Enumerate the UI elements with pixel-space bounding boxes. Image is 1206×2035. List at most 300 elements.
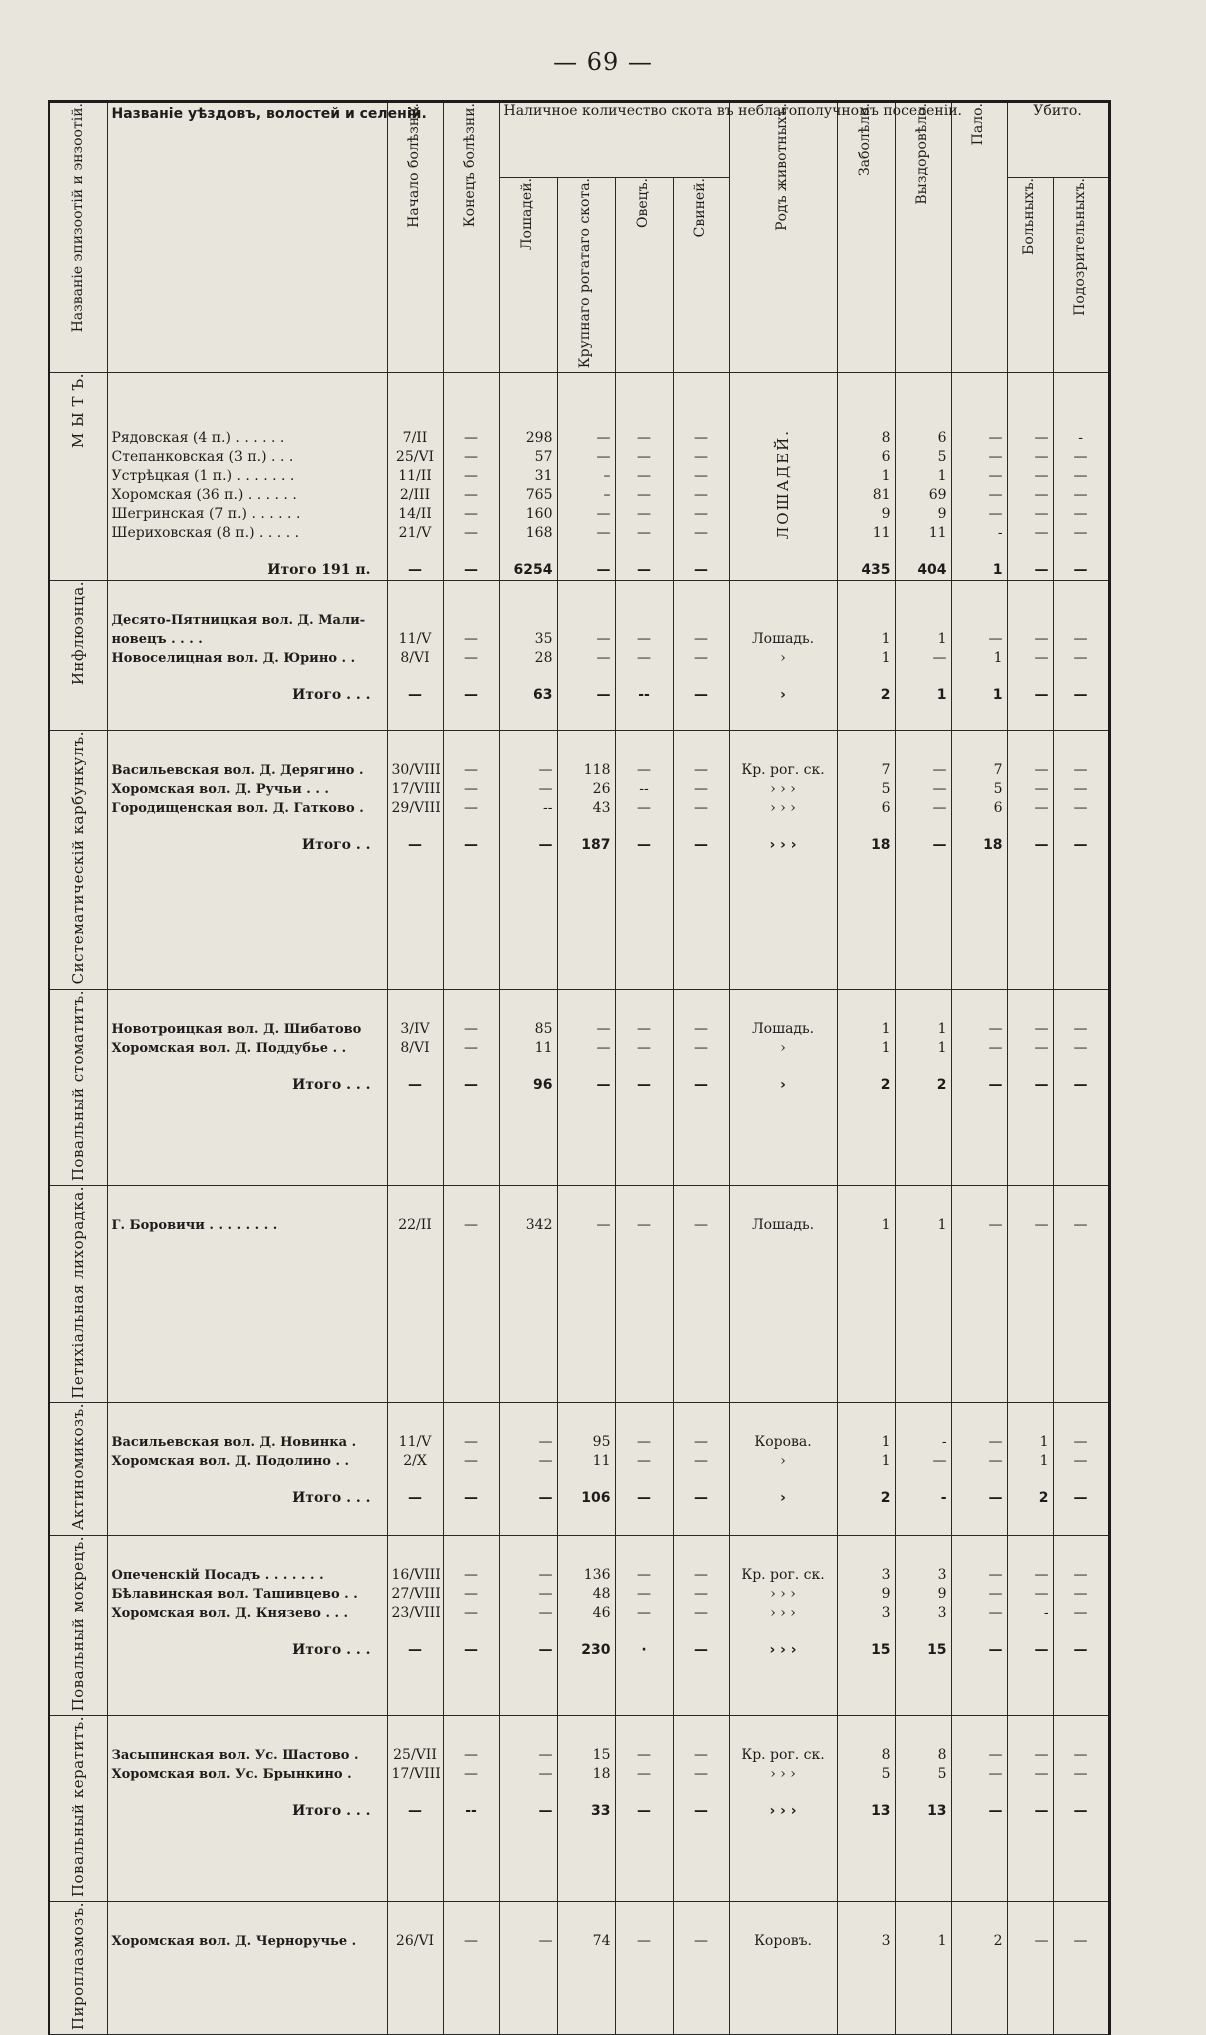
total-spacer bbox=[678, 543, 725, 561]
col-ill bbox=[837, 1902, 895, 2035]
cell-k_sick: — bbox=[1034, 430, 1049, 447]
col-sheep bbox=[615, 989, 673, 1185]
cell-sheep: — bbox=[637, 1566, 651, 1583]
cell-died: — bbox=[988, 468, 1003, 485]
cell-animal: Коровъ. bbox=[754, 1933, 812, 1950]
total-spacer bbox=[1012, 543, 1049, 561]
cell-k_sick: — bbox=[1034, 449, 1049, 466]
cell-k_sick: — bbox=[1034, 525, 1049, 542]
total-cattle: 33 bbox=[591, 1803, 611, 1820]
cell-recovered: 8 bbox=[937, 1747, 947, 1764]
col-k_susp bbox=[1053, 989, 1109, 1185]
cell-start: 8/VI bbox=[400, 1039, 430, 1056]
cell-start: 2/X bbox=[403, 1453, 427, 1470]
header-horses: Лошадей. bbox=[499, 178, 557, 373]
cell-pigs: — bbox=[694, 1020, 709, 1037]
cell-ill: 9 bbox=[881, 1585, 891, 1602]
total-spacer bbox=[842, 1784, 891, 1802]
cell-cattle: 136 bbox=[583, 1566, 611, 1583]
total-spacer bbox=[620, 1471, 669, 1489]
cell-horses: -- bbox=[543, 800, 553, 817]
cell-animal: Лошадь. bbox=[751, 631, 815, 648]
total-label: Итого . . . bbox=[292, 1490, 371, 1507]
col-died bbox=[951, 1185, 1007, 1403]
cell-end: — bbox=[464, 1933, 478, 1950]
place-name: Хоромская вол. Д. Черноручье . bbox=[111, 1934, 357, 1950]
cell-ill: 3 bbox=[881, 1566, 891, 1583]
cell-pigs: — bbox=[694, 1747, 709, 1764]
total-spacer bbox=[956, 1058, 1003, 1076]
place-names bbox=[107, 1403, 387, 1535]
total-recovered: 13 bbox=[927, 1803, 947, 1820]
cell-start: 11/II bbox=[398, 468, 432, 485]
total-start: — bbox=[408, 687, 422, 704]
total-spacer bbox=[842, 1471, 891, 1489]
cell-horses: 298 bbox=[525, 430, 553, 447]
col-ill bbox=[837, 731, 895, 989]
cell-cattle: — bbox=[596, 631, 611, 648]
cell-k_sick: - bbox=[1043, 1604, 1049, 1621]
total-cattle: 106 bbox=[581, 1490, 611, 1507]
col-died bbox=[951, 581, 1007, 731]
col-cattle bbox=[557, 1403, 615, 1535]
total-spacer bbox=[842, 1058, 891, 1076]
total-sheep: — bbox=[637, 837, 651, 854]
cell-k_sick: — bbox=[1034, 1933, 1049, 1950]
cell-horses: 160 bbox=[525, 506, 553, 523]
total-animal: › bbox=[780, 1490, 786, 1507]
total-sheep: — bbox=[637, 1076, 651, 1093]
place-name: Шегринская (7 п.) . . . . . . bbox=[111, 506, 301, 523]
cell-end: — bbox=[464, 781, 478, 798]
cell-end: — bbox=[464, 468, 478, 485]
cell-horses bbox=[504, 611, 553, 630]
cell-pigs: — bbox=[694, 1216, 709, 1233]
cell-start: 21/V bbox=[398, 525, 432, 542]
place-name: Хоромская (36 п.) . . . . . . bbox=[111, 487, 297, 504]
place-names bbox=[107, 731, 387, 989]
cell-animal: › › › bbox=[770, 1585, 796, 1602]
total-spacer bbox=[112, 1471, 383, 1489]
cell-end: — bbox=[464, 430, 478, 447]
epizootic-name bbox=[49, 989, 107, 1185]
cell-ill: 1 bbox=[881, 1434, 891, 1451]
total-spacer bbox=[1058, 1471, 1104, 1489]
total-spacer bbox=[448, 1784, 495, 1802]
total-ill: 13 bbox=[871, 1803, 891, 1820]
place-name: Засыпинская вол. Ус. Шастово . bbox=[111, 1748, 359, 1764]
header-killed-sick: Больныхъ. bbox=[1007, 178, 1053, 373]
total-k_susp: — bbox=[1073, 687, 1088, 704]
cell-cattle: 46 bbox=[592, 1604, 611, 1621]
cell-ill: 3 bbox=[881, 1933, 891, 1950]
header-died: Пало. bbox=[951, 102, 1007, 373]
total-start: — bbox=[408, 1641, 422, 1658]
total-spacer bbox=[448, 543, 495, 561]
col-k_sick bbox=[1007, 1535, 1053, 1715]
total-horses: — bbox=[538, 1803, 553, 1820]
cell-k_susp: — bbox=[1073, 468, 1088, 485]
cell-pigs: — bbox=[694, 650, 709, 667]
col-pigs bbox=[673, 1535, 729, 1715]
place-names bbox=[107, 1185, 387, 1403]
total-spacer bbox=[678, 1623, 725, 1641]
cell-horses: — bbox=[538, 1453, 553, 1470]
total-spacer bbox=[900, 1471, 947, 1489]
cell-end: — bbox=[464, 1020, 478, 1037]
col-sheep bbox=[615, 373, 673, 581]
total-ill: 2 bbox=[880, 1076, 891, 1093]
cell-end: — bbox=[464, 1585, 478, 1602]
total-recovered: 1 bbox=[936, 687, 947, 704]
col-k_sick bbox=[1007, 989, 1053, 1185]
epizootic-name bbox=[49, 1902, 107, 2035]
total-ill: 2 bbox=[880, 1490, 891, 1507]
cell-recovered: 9 bbox=[937, 1585, 947, 1602]
cell-start: 27/VIII bbox=[391, 1585, 441, 1602]
place-names bbox=[107, 581, 387, 731]
cell-start: 25/VI bbox=[395, 449, 435, 466]
cell-died: — bbox=[988, 506, 1003, 523]
cell-horses: 11 bbox=[534, 1039, 553, 1056]
cell-k_susp: — bbox=[1073, 650, 1088, 667]
cell-recovered: 3 bbox=[937, 1604, 947, 1621]
col-died bbox=[951, 373, 1007, 581]
total-spacer bbox=[956, 668, 1003, 686]
cell-end: — bbox=[464, 1434, 478, 1451]
cell-horses: — bbox=[538, 781, 553, 798]
col-recovered bbox=[895, 1716, 951, 1902]
total-pigs: — bbox=[694, 562, 709, 579]
col-pigs bbox=[673, 989, 729, 1185]
total-recovered: 2 bbox=[936, 1076, 947, 1093]
total-spacer bbox=[956, 818, 1003, 836]
total-ill: 2 bbox=[880, 687, 891, 704]
cell-died: 6 bbox=[993, 800, 1003, 817]
total-spacer bbox=[562, 1623, 611, 1641]
epizootic-label: Пироплазмозъ. bbox=[68, 1902, 87, 2031]
cell-k_sick: — bbox=[1034, 487, 1049, 504]
cell-cattle: — bbox=[596, 1216, 611, 1233]
total-end: -- bbox=[465, 1803, 477, 1820]
cell-sheep: -- bbox=[639, 781, 649, 798]
total-spacer bbox=[620, 668, 669, 686]
cell-start: 17/VIII bbox=[391, 781, 441, 798]
cell-died: — bbox=[988, 1434, 1003, 1451]
epizootic-table bbox=[48, 100, 1111, 2035]
col-k_susp bbox=[1053, 1535, 1109, 1715]
cell-end: — bbox=[464, 631, 478, 648]
place-name: Васильевская вол. Д. Новинка . bbox=[111, 1435, 357, 1451]
cell-end: — bbox=[464, 1216, 478, 1233]
col-animal bbox=[729, 1185, 837, 1403]
cell-k_susp: — bbox=[1073, 1933, 1088, 1950]
cell-k_sick: 1 bbox=[1039, 1453, 1049, 1470]
header-recovered: Выздоровѣло. bbox=[895, 102, 951, 373]
cell-ill: 1 bbox=[881, 468, 891, 485]
col-cattle bbox=[557, 1185, 615, 1403]
col-died bbox=[951, 1902, 1007, 2035]
total-spacer bbox=[620, 543, 669, 561]
total-k_sick: — bbox=[1034, 1076, 1049, 1093]
total-died: — bbox=[988, 1641, 1003, 1658]
cell-start: 22/II bbox=[398, 1216, 432, 1233]
total-sheep: · bbox=[641, 1641, 647, 1658]
col-k_susp bbox=[1053, 581, 1109, 731]
col-animal bbox=[729, 1535, 837, 1715]
cell-recovered: - bbox=[941, 1434, 947, 1451]
cell-k_sick: — bbox=[1034, 1216, 1049, 1233]
col-pigs bbox=[673, 581, 729, 731]
cell-ill: 5 bbox=[881, 1766, 891, 1783]
cell-cattle: — bbox=[596, 1020, 611, 1037]
cell-animal bbox=[734, 611, 833, 630]
cell-horses: — bbox=[538, 1766, 553, 1783]
col-recovered bbox=[895, 581, 951, 731]
epizootic-label: Петихіальная лихорадка. bbox=[68, 1185, 87, 1399]
cell-ill bbox=[842, 611, 891, 630]
col-ill bbox=[837, 1716, 895, 1902]
total-label: Итого . . . bbox=[292, 687, 371, 704]
total-sheep: -- bbox=[638, 687, 650, 704]
cell-ill: 1 bbox=[881, 1039, 891, 1056]
section-row bbox=[49, 373, 1109, 581]
col-horses bbox=[499, 1716, 557, 1902]
total-spacer bbox=[900, 543, 947, 561]
total-spacer bbox=[842, 668, 891, 686]
cell-horses: — bbox=[538, 1604, 553, 1621]
total-spacer bbox=[900, 1623, 947, 1641]
total-sheep: — bbox=[637, 1490, 651, 1507]
cell-sheep: — bbox=[637, 1453, 651, 1470]
total-died: — bbox=[988, 1490, 1003, 1507]
cell-died: — bbox=[988, 1453, 1003, 1470]
total-end: — bbox=[464, 837, 478, 854]
total-k_susp: — bbox=[1073, 1490, 1088, 1507]
cell-cattle: – bbox=[603, 468, 611, 485]
total-recovered: — bbox=[932, 837, 947, 854]
cell-start: 17/VIII bbox=[391, 1766, 441, 1783]
total-spacer bbox=[956, 1471, 1003, 1489]
col-k_sick bbox=[1007, 373, 1053, 581]
col-k_susp bbox=[1053, 1403, 1109, 1535]
col-horses bbox=[499, 731, 557, 989]
cell-horses: 28 bbox=[534, 650, 553, 667]
total-spacer bbox=[112, 543, 383, 561]
section-row bbox=[49, 1902, 1109, 2035]
total-end: — bbox=[464, 1490, 478, 1507]
cell-cattle: — bbox=[596, 449, 611, 466]
total-spacer bbox=[562, 1471, 611, 1489]
cell-sheep: — bbox=[637, 468, 651, 485]
cell-died: — bbox=[988, 1039, 1003, 1056]
total-animal: › bbox=[780, 1076, 786, 1093]
total-died: 1 bbox=[992, 562, 1003, 579]
cell-sheep: — bbox=[637, 1604, 651, 1621]
cell-died: — bbox=[988, 449, 1003, 466]
cell-horses: — bbox=[538, 1933, 553, 1950]
cell-k_susp: — bbox=[1073, 1434, 1088, 1451]
col-cattle bbox=[557, 373, 615, 581]
total-pigs: — bbox=[694, 1490, 709, 1507]
total-spacer bbox=[504, 818, 553, 836]
col-died bbox=[951, 1403, 1007, 1535]
col-end bbox=[443, 1535, 499, 1715]
section-row bbox=[49, 581, 1109, 731]
cell-pigs: — bbox=[694, 506, 709, 523]
col-recovered bbox=[895, 1403, 951, 1535]
cell-k_sick: — bbox=[1034, 1039, 1049, 1056]
place-name: Новотроицкая вол. Д. Шибатово bbox=[111, 1021, 362, 1037]
total-k_sick: — bbox=[1034, 837, 1049, 854]
col-sheep bbox=[615, 1716, 673, 1902]
total-spacer bbox=[562, 668, 611, 686]
place-name: Хоромская вол. Ус. Брынкино . bbox=[111, 1767, 352, 1783]
cell-k_susp: — bbox=[1073, 762, 1088, 779]
cell-end: — bbox=[464, 1766, 478, 1783]
cell-end: — bbox=[464, 800, 478, 817]
cell-end: — bbox=[464, 1039, 478, 1056]
cell-recovered: 1 bbox=[937, 1020, 947, 1037]
col-k_sick bbox=[1007, 581, 1053, 731]
place-name: Хоромская вол. Д. Подолино . . bbox=[111, 1454, 350, 1470]
cell-cattle: — bbox=[596, 430, 611, 447]
cell-k_susp: — bbox=[1073, 487, 1088, 504]
place-name: Хоромская вол. Д. Ручьи . . . bbox=[111, 782, 329, 798]
cell-died: — bbox=[988, 1585, 1003, 1602]
total-horses: — bbox=[538, 1490, 553, 1507]
epizootic-name bbox=[49, 1535, 107, 1715]
total-k_susp: — bbox=[1073, 1803, 1088, 1820]
total-label: Итого . . . bbox=[292, 1641, 371, 1658]
total-recovered: 404 bbox=[917, 562, 947, 579]
col-animal bbox=[729, 989, 837, 1185]
total-k_susp: — bbox=[1073, 1641, 1088, 1658]
cell-start: 26/VI bbox=[395, 1933, 435, 1950]
col-start bbox=[387, 1185, 443, 1403]
col-died bbox=[951, 1535, 1007, 1715]
col-cattle bbox=[557, 989, 615, 1185]
cell-sheep: — bbox=[637, 1766, 651, 1783]
total-ill: 435 bbox=[861, 562, 891, 579]
cell-k_sick: — bbox=[1034, 800, 1049, 817]
total-spacer bbox=[900, 1784, 947, 1802]
col-sheep bbox=[615, 731, 673, 989]
col-animal bbox=[729, 1902, 837, 2035]
total-recovered: 15 bbox=[927, 1641, 947, 1658]
cell-cattle: 18 bbox=[592, 1766, 611, 1783]
cell-recovered: 1 bbox=[937, 1216, 947, 1233]
cell-animal: › › › bbox=[770, 781, 796, 798]
col-horses bbox=[499, 373, 557, 581]
cell-pigs: — bbox=[694, 800, 709, 817]
cell-k_sick: 1 bbox=[1039, 1434, 1049, 1451]
epizootic-label: Повальный стоматитъ. bbox=[68, 989, 87, 1181]
cell-k_susp: — bbox=[1073, 1216, 1088, 1233]
col-start bbox=[387, 581, 443, 731]
total-spacer bbox=[734, 1471, 833, 1489]
epizootic-name bbox=[49, 731, 107, 989]
cell-recovered: 69 bbox=[928, 487, 947, 504]
total-spacer bbox=[392, 543, 439, 561]
cell-end: — bbox=[464, 650, 478, 667]
place-names bbox=[107, 1716, 387, 1902]
total-ill: 15 bbox=[871, 1641, 891, 1658]
total-spacer bbox=[1058, 1058, 1104, 1076]
total-start: — bbox=[408, 1076, 422, 1093]
total-horses: 96 bbox=[533, 1076, 553, 1093]
col-end bbox=[443, 373, 499, 581]
total-start: — bbox=[408, 1803, 422, 1820]
epizootic-name bbox=[49, 1716, 107, 1902]
cell-pigs: — bbox=[694, 1453, 709, 1470]
col-animal bbox=[729, 581, 837, 731]
cell-start: 29/VIII bbox=[391, 800, 441, 817]
total-label: Итого . . . bbox=[292, 1076, 371, 1093]
cell-start: 3/IV bbox=[400, 1020, 430, 1037]
cell-animal: Лошадь. bbox=[751, 1020, 815, 1037]
col-start bbox=[387, 1403, 443, 1535]
total-spacer bbox=[900, 1058, 947, 1076]
cell-horses: — bbox=[538, 762, 553, 779]
cell-horses: — bbox=[538, 1434, 553, 1451]
total-spacer bbox=[1058, 1623, 1104, 1641]
total-animal: › bbox=[780, 687, 786, 704]
cell-sheep: — bbox=[637, 430, 651, 447]
col-recovered bbox=[895, 731, 951, 989]
cell-recovered: 1 bbox=[937, 1933, 947, 1950]
total-spacer bbox=[448, 1623, 495, 1641]
total-spacer bbox=[734, 1623, 833, 1641]
cell-k_susp bbox=[1058, 611, 1104, 630]
total-end: — bbox=[464, 562, 478, 579]
col-horses bbox=[499, 1535, 557, 1715]
epizootic-label: М Ы Т Ъ. bbox=[68, 373, 87, 449]
total-cattle: — bbox=[596, 687, 611, 704]
total-spacer bbox=[112, 1623, 383, 1641]
epizootic-label: Систематическій карбункулъ. bbox=[68, 731, 87, 985]
total-spacer bbox=[1058, 1784, 1104, 1802]
cell-cattle: — bbox=[596, 525, 611, 542]
total-died: 18 bbox=[983, 837, 1003, 854]
cell-k_susp: — bbox=[1073, 1604, 1088, 1621]
epizootic-name bbox=[49, 373, 107, 581]
cell-cattle: — bbox=[596, 650, 611, 667]
total-spacer bbox=[678, 668, 725, 686]
col-end bbox=[443, 731, 499, 989]
cell-animal: Кр. рог. ск. bbox=[741, 1747, 825, 1764]
total-end: — bbox=[464, 1641, 478, 1658]
cell-died: — bbox=[988, 487, 1003, 504]
col-horses bbox=[499, 1185, 557, 1403]
cell-start bbox=[392, 611, 439, 630]
cell-pigs: — bbox=[694, 1566, 709, 1583]
cell-animal: › bbox=[780, 1039, 786, 1056]
total-spacer bbox=[504, 668, 553, 686]
cell-sheep: — bbox=[637, 506, 651, 523]
cell-died: — bbox=[988, 1604, 1003, 1621]
col-died bbox=[951, 989, 1007, 1185]
cell-recovered: 6 bbox=[937, 430, 947, 447]
cell-cattle: 15 bbox=[592, 1747, 611, 1764]
header-name: Названіе уѣздовъ, волостей и селеній. bbox=[107, 102, 387, 373]
total-spacer bbox=[1012, 1471, 1049, 1489]
total-spacer bbox=[392, 1058, 439, 1076]
epizootic-name bbox=[49, 1403, 107, 1535]
total-label: Итого . . bbox=[301, 837, 371, 854]
cell-pigs bbox=[678, 611, 725, 630]
col-horses bbox=[499, 1403, 557, 1535]
